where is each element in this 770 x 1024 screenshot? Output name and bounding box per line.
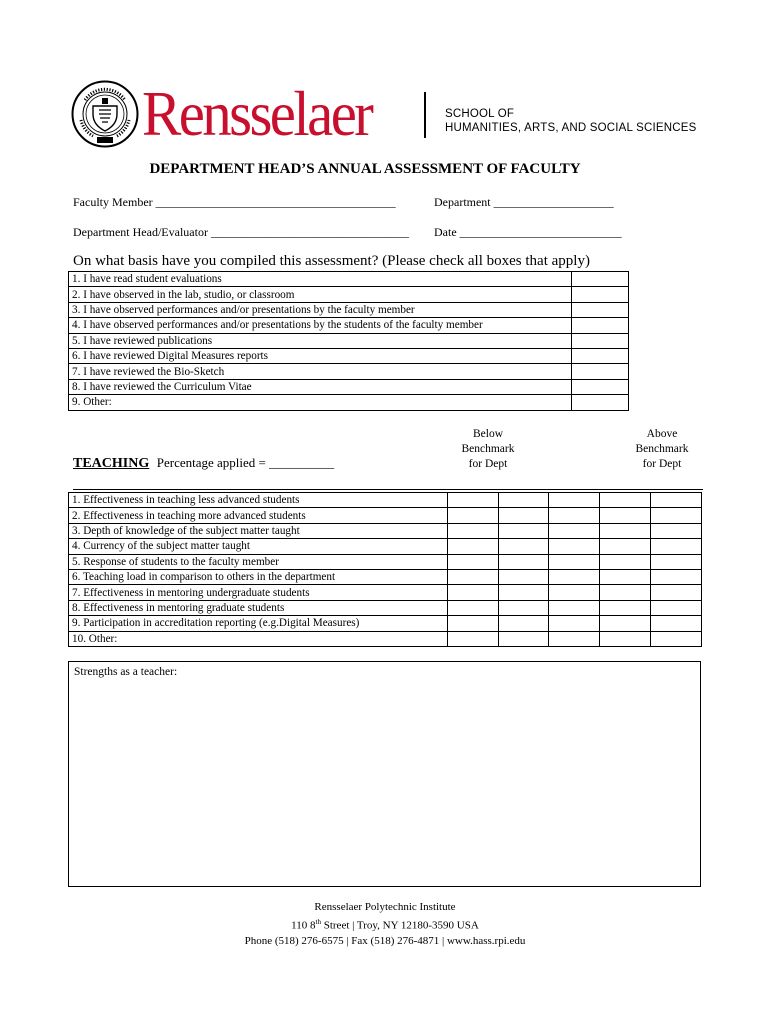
rating-cell-5[interactable] xyxy=(651,600,702,615)
document-title-text: DEPARTMENT HEAD’S ANNUAL ASSESSMENT OF FACULTY xyxy=(149,161,581,177)
teaching-rating-table xyxy=(68,492,702,647)
teaching-row xyxy=(69,523,702,538)
rating-cell-2[interactable] xyxy=(498,631,549,646)
basis-checkbox[interactable] xyxy=(572,395,629,410)
rating-cell-4[interactable] xyxy=(600,600,651,615)
below-line-1: Below xyxy=(472,428,504,440)
teaching-row xyxy=(69,554,702,569)
basis-item-label: 5. I have reviewed publications xyxy=(69,333,572,348)
rating-cell-1[interactable] xyxy=(447,554,498,569)
basis-item-label: 1. I have read student evaluations xyxy=(69,272,572,287)
above-line-1: Above xyxy=(646,428,678,440)
rating-cell-2[interactable] xyxy=(498,539,549,554)
teaching-title: TEACHING xyxy=(73,456,150,471)
teaching-item-label: 7. Effectiveness in mentoring undergraduate students xyxy=(69,585,448,600)
teaching-percentage-field[interactable]: Percentage applied = __________ xyxy=(156,455,335,470)
teaching-item-label: 1. Effectiveness in teaching less advanced students xyxy=(69,493,448,508)
rating-cell-3[interactable] xyxy=(549,508,600,523)
rating-cell-4[interactable] xyxy=(600,493,651,508)
rating-cell-4[interactable] xyxy=(600,631,651,646)
rating-cell-5[interactable] xyxy=(651,631,702,646)
basis-checkbox[interactable] xyxy=(572,364,629,379)
rating-cell-2[interactable] xyxy=(498,616,549,631)
teaching-item-label: 6. Teaching load in comparison to others in the department xyxy=(69,569,448,584)
rating-cell-1[interactable] xyxy=(447,523,498,538)
teaching-item-label: 10. Other: xyxy=(69,631,448,646)
rating-cell-4[interactable] xyxy=(600,585,651,600)
footer-institute: Rensselaer Polytechnic Institute xyxy=(314,901,456,913)
rating-cell-3[interactable] xyxy=(549,631,600,646)
basis-row xyxy=(69,348,629,363)
footer-address-a: 110 8 xyxy=(291,919,316,932)
strengths-textbox[interactable] xyxy=(68,661,701,887)
below-line-2: Benchmark xyxy=(461,443,515,455)
rating-cell-3[interactable] xyxy=(549,523,600,538)
school-line-1: SCHOOL OF xyxy=(445,108,515,120)
teaching-item-label: 9. Participation in accreditation reporting (e.g.Digital Measures) xyxy=(69,616,448,631)
basis-row xyxy=(69,333,629,348)
footer-contact: Phone (518) 276-6575 | Fax (518) 276-4871 | www.hass.rpi.edu xyxy=(244,935,526,947)
rating-cell-5[interactable] xyxy=(651,523,702,538)
rating-cell-4[interactable] xyxy=(600,554,651,569)
rating-cell-4[interactable] xyxy=(600,539,651,554)
faculty-member-field[interactable]: Faculty Member ________________________________________ xyxy=(73,195,396,209)
basis-checkbox[interactable] xyxy=(572,348,629,363)
basis-checkbox[interactable] xyxy=(572,318,629,333)
rating-cell-5[interactable] xyxy=(651,585,702,600)
basis-question: On what basis have you compiled this assessment? (Please check all boxes that apply) xyxy=(73,253,590,269)
rating-cell-2[interactable] xyxy=(498,585,549,600)
rating-cell-3[interactable] xyxy=(549,569,600,584)
rating-cell-3[interactable] xyxy=(549,539,600,554)
rating-cell-1[interactable] xyxy=(447,585,498,600)
rating-cell-4[interactable] xyxy=(600,616,651,631)
rating-cell-3[interactable] xyxy=(549,493,600,508)
rating-cell-1[interactable] xyxy=(447,539,498,554)
basis-item-label: 3. I have observed performances and/or presentations by the faculty member xyxy=(69,302,572,317)
teaching-row xyxy=(69,508,702,523)
basis-row xyxy=(69,379,629,394)
rating-cell-2[interactable] xyxy=(498,554,549,569)
basis-row xyxy=(69,272,629,287)
rating-cell-2[interactable] xyxy=(498,508,549,523)
footer-address xyxy=(0,918,770,932)
basis-row xyxy=(69,302,629,317)
department-field[interactable]: Department ____________________ xyxy=(434,195,614,209)
header-divider xyxy=(424,92,426,138)
basis-checkbox[interactable] xyxy=(572,272,629,287)
basis-item-label: 2. I have observed in the lab, studio, or classroom xyxy=(69,287,572,302)
basis-row xyxy=(69,318,629,333)
rating-cell-5[interactable] xyxy=(651,554,702,569)
rating-cell-1[interactable] xyxy=(447,493,498,508)
rating-cell-3[interactable] xyxy=(549,600,600,615)
basis-checkbox[interactable] xyxy=(572,379,629,394)
teaching-row xyxy=(69,585,702,600)
rating-cell-4[interactable] xyxy=(600,569,651,584)
rating-cell-1[interactable] xyxy=(447,600,498,615)
school-name xyxy=(445,107,697,135)
above-benchmark-header xyxy=(622,427,702,472)
strengths-label: Strengths as a teacher: xyxy=(74,666,178,678)
institute-seal-logo xyxy=(71,80,139,148)
rating-cell-5[interactable] xyxy=(651,616,702,631)
teaching-item-label: 2. Effectiveness in teaching more advanced students xyxy=(69,508,448,523)
rating-cell-3[interactable] xyxy=(549,554,600,569)
basis-checklist xyxy=(68,271,629,411)
basis-row xyxy=(69,395,629,410)
below-benchmark-header xyxy=(448,427,528,472)
basis-item-label: 7. I have reviewed the Bio-Sketch xyxy=(69,364,572,379)
school-line-2: HUMANITIES, ARTS, AND SOCIAL SCIENCES xyxy=(445,122,697,134)
basis-checkbox[interactable] xyxy=(572,302,629,317)
teaching-row xyxy=(69,600,702,615)
rating-cell-5[interactable] xyxy=(651,569,702,584)
teaching-row xyxy=(69,539,702,554)
basis-item-label: 8. I have reviewed the Curriculum Vitae xyxy=(69,379,572,394)
rating-cell-1[interactable] xyxy=(447,631,498,646)
rating-cell-2[interactable] xyxy=(498,600,549,615)
rating-cell-5[interactable] xyxy=(651,508,702,523)
below-line-3: for Dept xyxy=(468,458,508,470)
basis-item-label: 6. I have reviewed Digital Measures reports xyxy=(69,348,572,363)
above-line-2: Benchmark xyxy=(635,443,689,455)
basis-item-label: 4. I have observed performances and/or presentations by the students of the faculty member xyxy=(69,318,572,333)
rensselaer-wordmark: Rensselaer xyxy=(142,78,372,149)
document-title xyxy=(0,161,730,178)
footer-address-sup: th xyxy=(315,918,321,926)
teaching-row xyxy=(69,569,702,584)
evaluator-field[interactable]: Department Head/Evaluator _________________________________ xyxy=(73,225,409,239)
footer-address-b: Street | Troy, NY 12180-3590 USA xyxy=(320,919,479,932)
basis-item-label: 9. Other: xyxy=(69,395,572,410)
teaching-row xyxy=(69,616,702,631)
rating-cell-4[interactable] xyxy=(600,508,651,523)
teaching-heading xyxy=(73,455,334,472)
teaching-separator xyxy=(73,489,703,490)
basis-checkbox[interactable] xyxy=(572,287,629,302)
rating-cell-5[interactable] xyxy=(651,493,702,508)
teaching-item-label: 3. Depth of knowledge of the subject matter taught xyxy=(69,523,448,538)
rating-cell-1[interactable] xyxy=(447,569,498,584)
basis-checkbox[interactable] xyxy=(572,333,629,348)
basis-row xyxy=(69,287,629,302)
rating-cell-3[interactable] xyxy=(549,585,600,600)
rating-cell-1[interactable] xyxy=(447,508,498,523)
teaching-item-label: 5. Response of students to the faculty member xyxy=(69,554,448,569)
rating-cell-4[interactable] xyxy=(600,523,651,538)
teaching-row xyxy=(69,631,702,646)
rating-cell-1[interactable] xyxy=(447,616,498,631)
rating-cell-2[interactable] xyxy=(498,569,549,584)
teaching-item-label: 4. Currency of the subject matter taught xyxy=(69,539,448,554)
teaching-row xyxy=(69,493,702,508)
above-line-3: for Dept xyxy=(642,458,682,470)
date-field[interactable]: Date ___________________________ xyxy=(434,225,622,239)
rating-cell-2[interactable] xyxy=(498,493,549,508)
rating-cell-3[interactable] xyxy=(549,616,600,631)
basis-row xyxy=(69,364,629,379)
rating-cell-2[interactable] xyxy=(498,523,549,538)
teaching-item-label: 8. Effectiveness in mentoring graduate students xyxy=(69,600,448,615)
rating-cell-5[interactable] xyxy=(651,539,702,554)
